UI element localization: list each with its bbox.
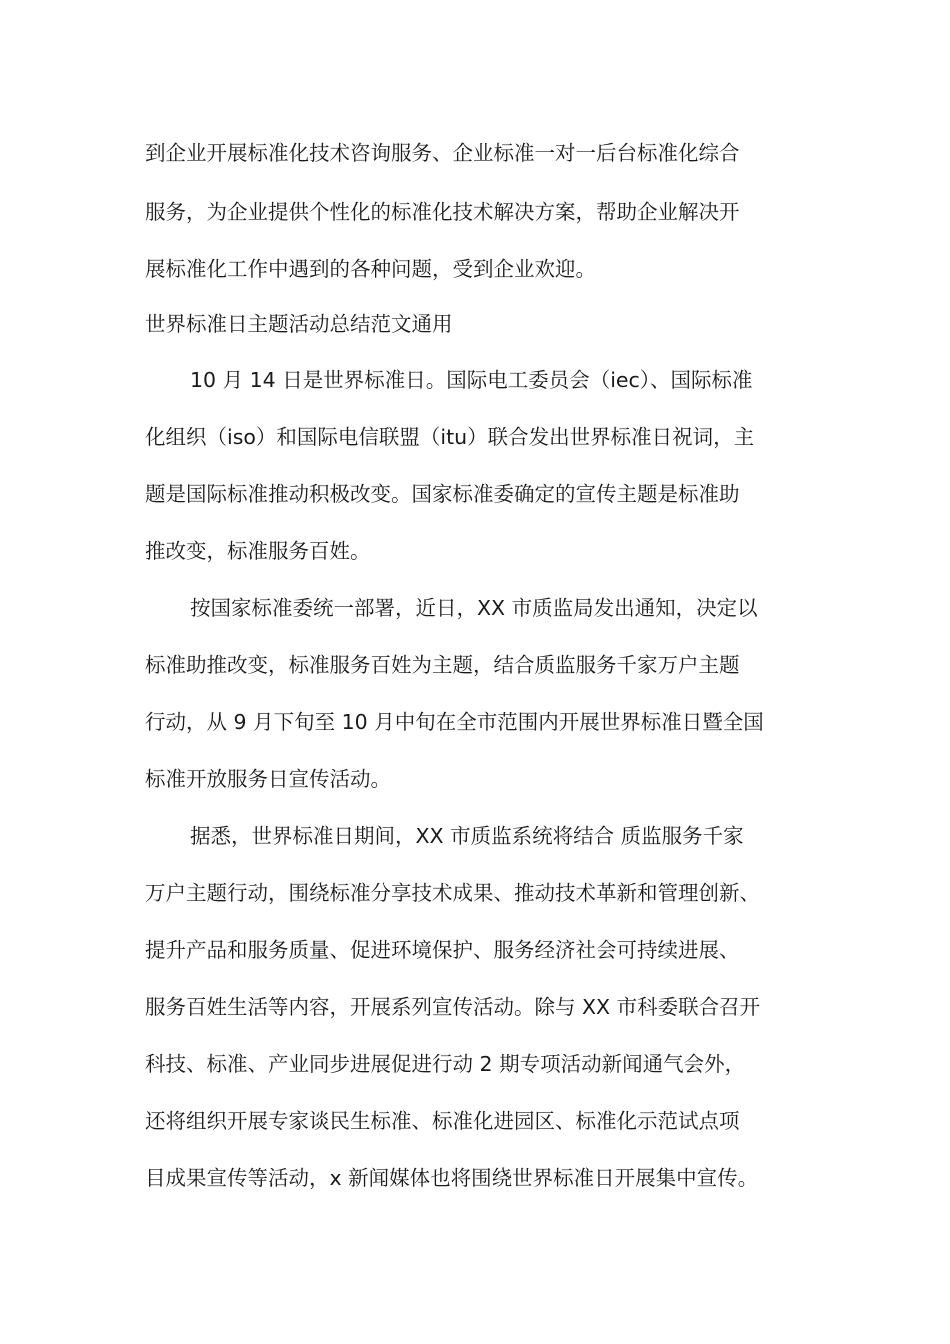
text-line: 据悉，世界标准日期间，XX 市质监系统将结合 质监服务千家	[190, 824, 744, 848]
text-line: 还将组织开展专家谈民生标准、标准化进园区、标准化示范试点项	[145, 1109, 740, 1133]
text-line: 标准开放服务日宣传活动。	[145, 767, 391, 791]
text-line: 万户主题行动，围绕标准分享技术成果、推动技术革新和管理创新、	[145, 881, 760, 905]
text-line: 10 月 14 日是世界标准日。国际电工委员会（iec）、国际标准	[190, 368, 753, 392]
text-line: 服务，为企业提供个性化的标准化技术解决方案，帮助企业解决开	[145, 200, 740, 224]
text-line: 推改变，标准服务百姓。	[145, 539, 371, 563]
text-line: 科技、标准、产业同步进展促进行动 2 期专项活动新闻通气会外，	[145, 1052, 746, 1076]
text-line: 化组织（iso）和国际电信联盟（itu）联合发出世界标准日祝词，主	[145, 425, 755, 449]
text-line: 提升产品和服务质量、促进环境保护、服务经济社会可持续进展、	[145, 938, 740, 962]
text-line: 服务百姓生活等内容，开展系列宣传活动。除与 XX 市科委联合召开	[145, 995, 761, 1019]
text-line: 目成果宣传等活动，x 新闻媒体也将围绕世界标准日开展集中宣传。	[145, 1166, 759, 1190]
section-title: 世界标准日主题活动总结范文通用	[145, 312, 453, 336]
text-line: 题是国际标准推动积极改变。国家标准委确定的宣传主题是标准助	[145, 482, 740, 506]
text-line: 按国家标准委统一部署，近日，XX 市质监局发出通知，决定以	[190, 596, 758, 620]
text-line: 标准助推改变，标准服务百姓为主题，结合质监服务千家万户主题	[145, 653, 740, 677]
text-line: 行动，从 9 月下旬至 10 月中旬在全市范围内开展世界标准日暨全国	[145, 710, 764, 734]
text-line: 到企业开展标准化技术咨询服务、企业标准一对一后台标准化综合	[145, 141, 740, 165]
text-line: 展标准化工作中遇到的各种问题，受到企业欢迎。	[145, 257, 596, 281]
